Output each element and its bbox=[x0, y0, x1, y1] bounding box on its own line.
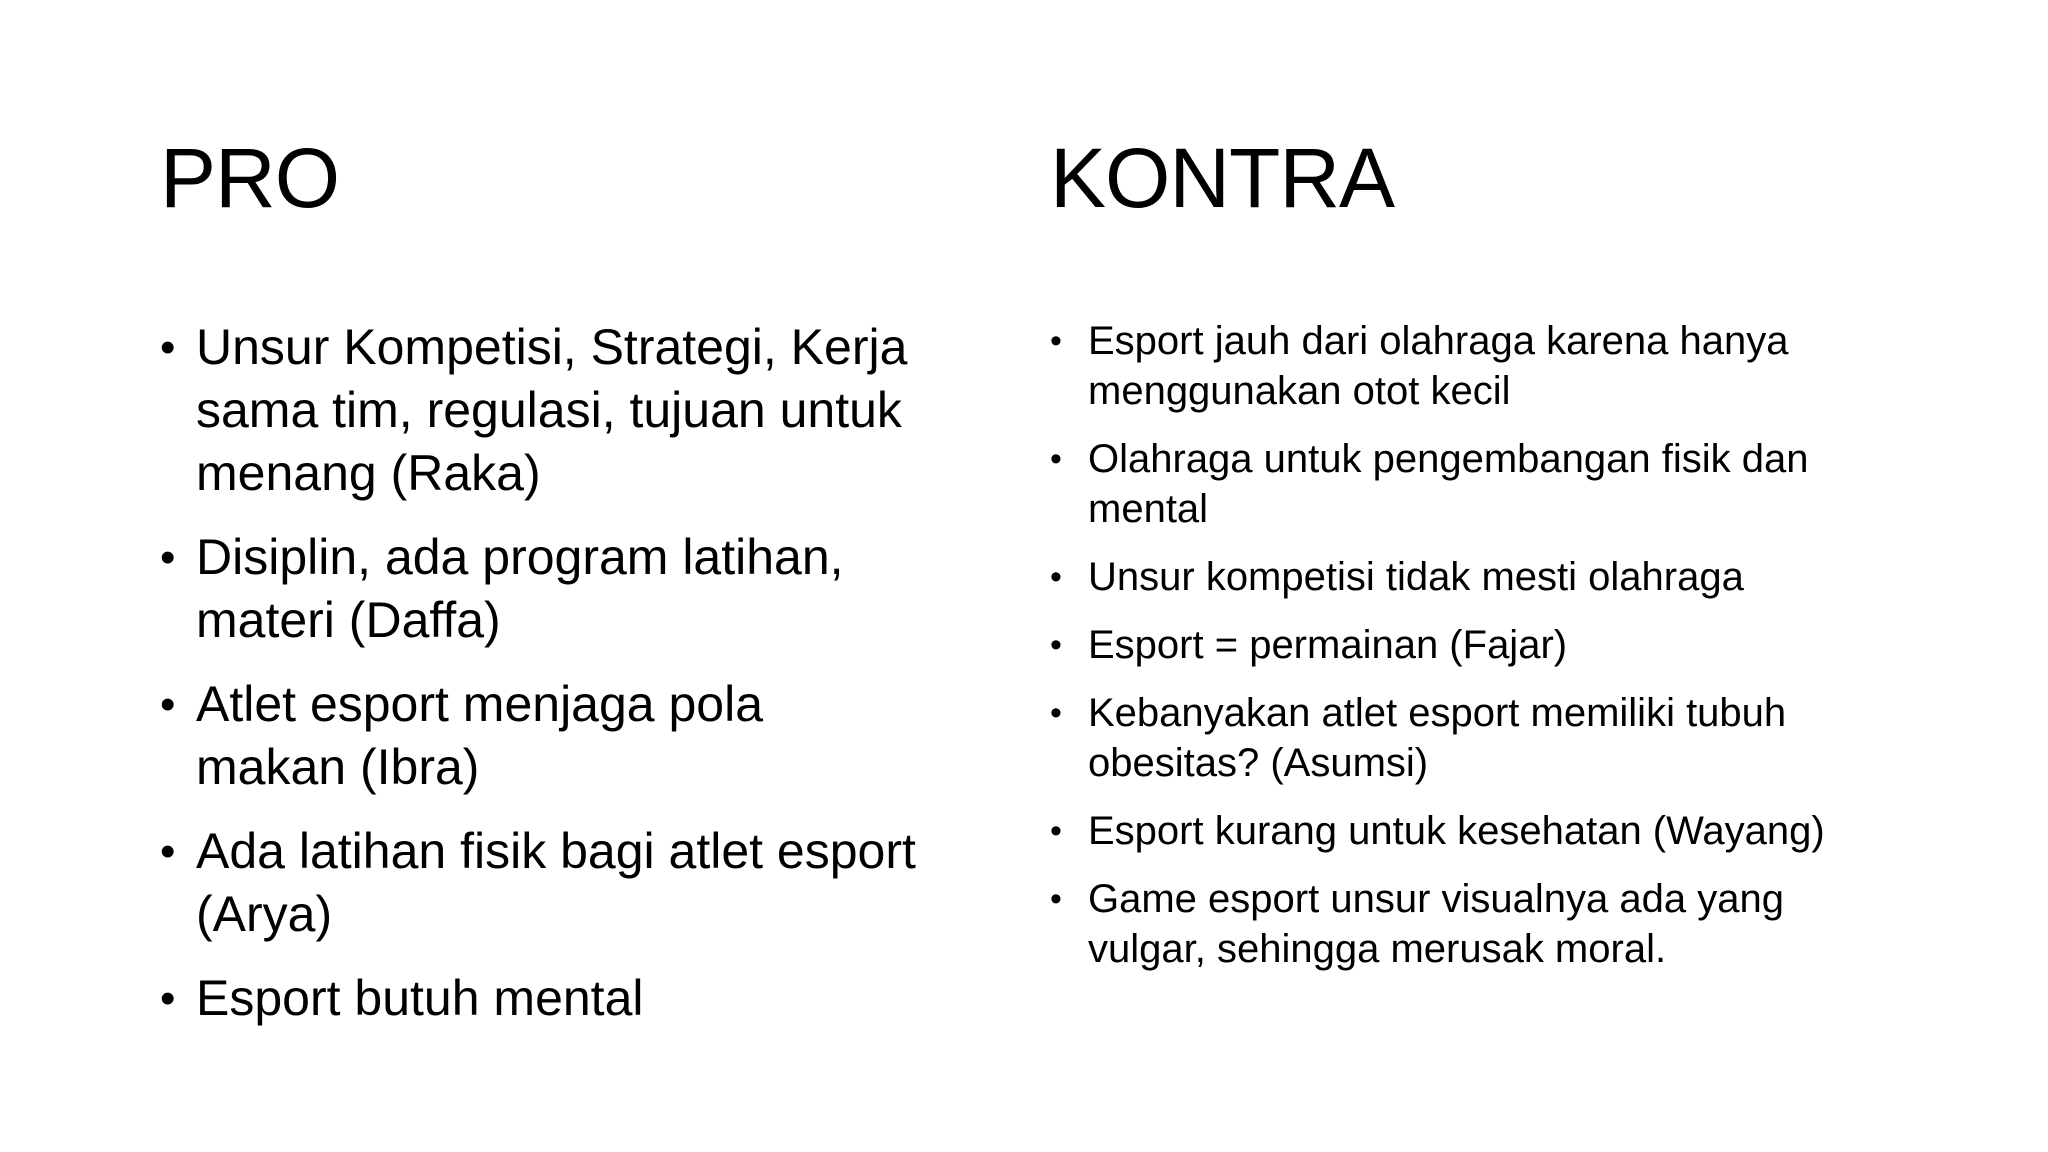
kontra-list-item bbox=[1050, 806, 1910, 856]
pro-heading: PRO bbox=[160, 131, 340, 225]
bullet-icon: • bbox=[160, 533, 176, 582]
bullet-icon: • bbox=[1050, 880, 1062, 918]
pro-list-item bbox=[160, 820, 920, 946]
kontra-item-text: Esport jauh dari olahraga karena hanya menggunakan otot kecil bbox=[1088, 319, 1789, 413]
pro-list-item bbox=[160, 673, 920, 799]
kontra-list-item bbox=[1050, 688, 1910, 788]
bullet-icon: • bbox=[1050, 322, 1062, 360]
kontra-list-item bbox=[1050, 552, 1910, 602]
kontra-list bbox=[1050, 316, 1910, 992]
bullet-icon: • bbox=[1050, 812, 1062, 850]
kontra-list-item bbox=[1050, 874, 1910, 974]
pro-list-item bbox=[160, 526, 920, 652]
kontra-item-text: Kebanyakan atlet esport memiliki tubuh obesitas? (Asumsi) bbox=[1088, 691, 1787, 785]
pro-list bbox=[160, 316, 920, 1051]
bullet-icon: • bbox=[160, 680, 176, 729]
pro-item-text: Atlet esport menjaga pola makan (Ibra) bbox=[196, 676, 764, 795]
kontra-item-text: Game esport unsur visualnya ada yang vulgar, sehingga merusak moral. bbox=[1088, 877, 1784, 971]
bullet-icon: • bbox=[1050, 694, 1062, 732]
kontra-item-text: Esport kurang untuk kesehatan (Wayang) bbox=[1088, 809, 1825, 853]
kontra-item-text: Olahraga untuk pengembangan fisik dan mental bbox=[1088, 437, 1809, 531]
bullet-icon: • bbox=[160, 323, 176, 372]
pro-item-text: Esport butuh mental bbox=[196, 970, 644, 1026]
kontra-item-text: Unsur kompetisi tidak mesti olahraga bbox=[1088, 555, 1744, 599]
bullet-icon: • bbox=[160, 974, 176, 1023]
kontra-list-item bbox=[1050, 620, 1910, 670]
bullet-icon: • bbox=[1050, 440, 1062, 478]
pro-list-item bbox=[160, 967, 920, 1030]
bullet-icon: • bbox=[1050, 626, 1062, 664]
kontra-item-text: Esport = permainan (Fajar) bbox=[1088, 623, 1568, 667]
pro-item-text: Unsur Kompetisi, Strategi, Kerja sama tim, regulasi, tujuan untuk menang (Raka) bbox=[196, 319, 908, 501]
pro-list-item bbox=[160, 316, 920, 505]
kontra-list-item bbox=[1050, 316, 1910, 416]
pro-item-text: Ada latihan fisik bagi atlet esport (Arya) bbox=[196, 823, 916, 942]
kontra-list-item bbox=[1050, 434, 1910, 534]
pro-item-text: Disiplin, ada program latihan, materi (Daffa) bbox=[196, 529, 844, 648]
kontra-heading: KONTRA bbox=[1050, 131, 1395, 225]
bullet-icon: • bbox=[160, 827, 176, 876]
bullet-icon: • bbox=[1050, 558, 1062, 596]
